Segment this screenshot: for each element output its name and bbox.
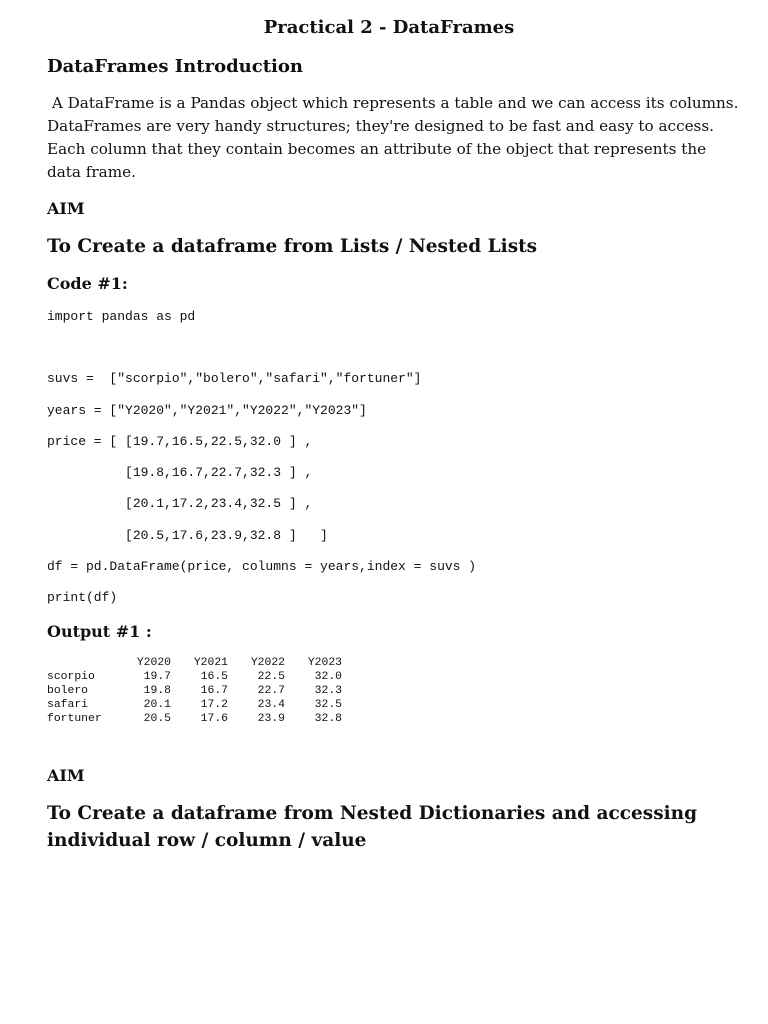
code-line: [20.5,17.6,23.9,32.8 ] ]	[47, 528, 328, 543]
output-column-header: Y2022	[250, 657, 285, 669]
output-cell: 22.7	[257, 685, 285, 697]
page-title: Practical 2 - DataFrames	[263, 17, 515, 38]
aim2-text	[47, 800, 697, 854]
code-line: [19.8,16.7,22.7,32.3 ] ,	[47, 465, 313, 480]
code-line: [20.1,17.2,23.4,32.5 ] ,	[47, 496, 313, 511]
output-cell: 32.3	[314, 685, 342, 697]
output-column-header: Y2023	[307, 657, 342, 669]
code-line: print(df)	[47, 590, 118, 605]
output-row-index: safari	[47, 699, 89, 711]
aim1-label: AIM	[47, 199, 85, 218]
aim2-line: individual row / column / value	[47, 830, 367, 851]
output-cell: 16.5	[200, 671, 228, 683]
code-line: import pandas as pd	[47, 309, 196, 324]
aim2-label: AIM	[47, 766, 85, 785]
code-line: years = ["Y2020","Y2021","Y2022","Y2023"]	[47, 403, 367, 418]
output-row	[47, 712, 342, 726]
code-line: suvs = ["scorpio","bolero","safari","fortuner"]	[47, 371, 422, 386]
intro-paragraph	[47, 92, 747, 184]
output-row-index: fortuner	[47, 713, 102, 725]
output-cell: 17.2	[200, 699, 228, 711]
intro-line: A DataFrame is a Pandas object which represents a table and we can access its columns.	[47, 94, 739, 112]
output-row	[47, 670, 342, 684]
aim1-text: To Create a dataframe from Lists / Nested Lists	[47, 236, 538, 257]
output-cell: 16.7	[200, 685, 228, 697]
output-column-header: Y2021	[193, 657, 228, 669]
output-table	[47, 656, 342, 726]
intro-heading: DataFrames Introduction	[47, 56, 303, 77]
output-cell: 32.0	[314, 671, 342, 683]
output-cell: 32.8	[314, 713, 342, 725]
output-header-row	[47, 656, 342, 670]
output-row	[47, 698, 342, 712]
output-row	[47, 684, 342, 698]
output-cell: 32.5	[314, 699, 342, 711]
output-row-index: bolero	[47, 685, 89, 697]
aim2-line: To Create a dataframe from Nested Dictionaries and accessing	[47, 803, 698, 824]
intro-line: Each column that they contain becomes an attribute of the object that represents the	[47, 140, 707, 158]
output-cell: 20.5	[143, 713, 171, 725]
output-cell: 22.5	[257, 671, 285, 683]
code-line: price = [ [19.7,16.5,22.5,32.0 ] ,	[47, 434, 313, 449]
output-cell: 19.8	[143, 685, 171, 697]
output-cell: 19.7	[143, 671, 171, 683]
intro-line: data frame.	[47, 163, 136, 181]
output-cell: 23.4	[257, 699, 285, 711]
output-corner	[47, 656, 123, 670]
output-row-index: scorpio	[47, 671, 95, 683]
output-column-header: Y2020	[136, 657, 171, 669]
output-cell: 17.6	[200, 713, 228, 725]
code1-label: Code #1:	[47, 274, 128, 293]
output-cell: 23.9	[257, 713, 285, 725]
code-line: df = pd.DataFrame(price, columns = years,index = suvs )	[47, 559, 477, 574]
output1-label: Output #1 :	[47, 622, 152, 641]
intro-line: DataFrames are very handy structures; they're designed to be fast and easy to access.	[47, 117, 714, 135]
output-cell: 20.1	[143, 699, 171, 711]
